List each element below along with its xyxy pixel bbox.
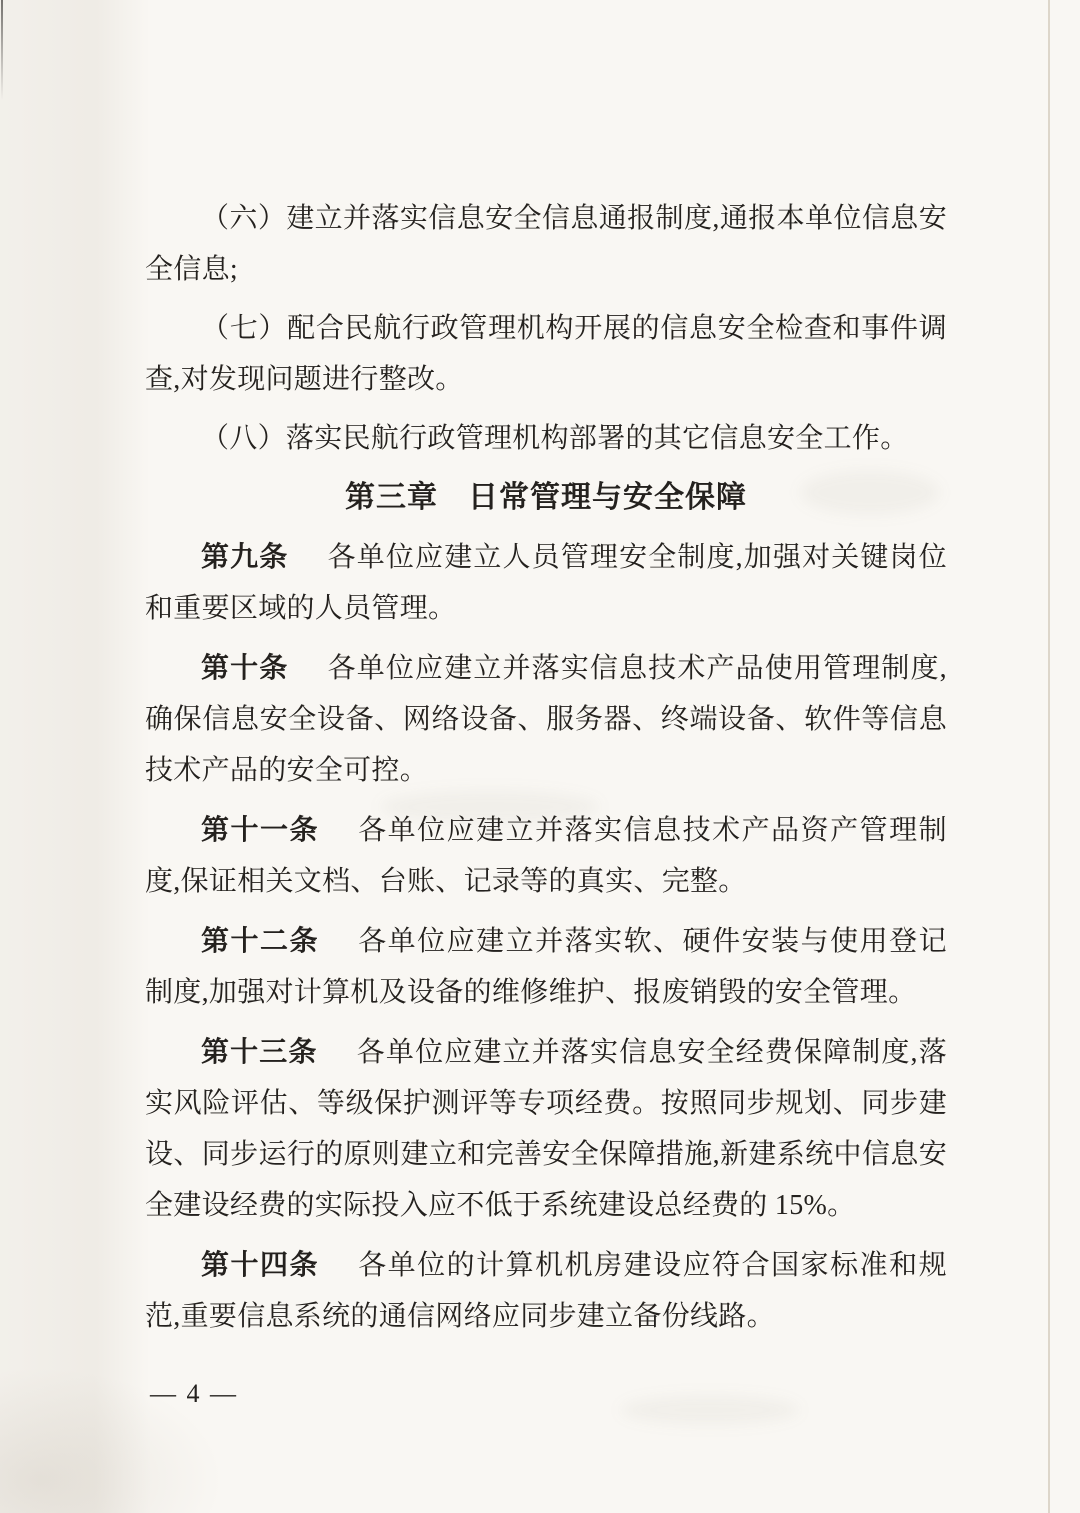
article-10-number: 第十条 xyxy=(201,652,289,683)
list-item-7: （七）配合民航行政管理机构开展的信息安全检查和事件调查,对发现问题进行整改。 xyxy=(145,313,947,395)
document-body xyxy=(145,193,947,1350)
article-9-number: 第九条 xyxy=(201,541,289,572)
article-10 xyxy=(145,642,947,796)
article-14-text: 各单位的计算机机房建设应符合国家标准和规范,重要信息系统的通信网络应同步建立备份线路。 xyxy=(145,1250,947,1332)
article-11-text: 各单位应建立并落实信息技术产品资产管理制度,保证相关文档、台账、记录等的真实、完整。 xyxy=(145,815,947,897)
article-12-text: 各单位应建立并落实软、硬件安装与使用登记制度,加强对计算机及设备的维修维护、报废销毁的安全管理。 xyxy=(145,926,947,1008)
article-13 xyxy=(145,1026,947,1231)
list-item-8: （八）落实民航行政管理机构部署的其它信息安全工作。 xyxy=(201,423,909,454)
article-9 xyxy=(145,531,947,634)
article-12 xyxy=(145,915,947,1018)
scan-edge-shadow xyxy=(1,0,3,100)
article-12-number: 第十二条 xyxy=(201,925,319,956)
article-11 xyxy=(145,804,947,907)
article-13-text: 各单位应建立并落实信息安全经费保障制度,落实风险评估、等级保护测评等专项经费。按照同步规划、同步建设、同步运行的原则建立和完善安全保障措施,新建系统中信息安全建设经费的实际投入应不低于系统建设总经费的 15%。 xyxy=(145,1037,947,1221)
list-item-6: （六）建立并落实信息安全信息通报制度,通报本单位信息安全信息; xyxy=(145,203,947,285)
article-9-text: 各单位应建立人员管理安全制度,加强对关键岗位和重要区域的人员管理。 xyxy=(145,542,947,624)
article-14 xyxy=(145,1239,947,1342)
bleedthrough-smudge xyxy=(620,1395,800,1425)
article-11-number: 第十一条 xyxy=(201,814,319,845)
article-13-number: 第十三条 xyxy=(201,1036,318,1067)
page-crease-line xyxy=(1048,0,1050,1513)
article-14-number: 第十四条 xyxy=(201,1249,319,1280)
chapter-title: 日常管理与安全保障 xyxy=(468,481,747,514)
page-number: — 4 — xyxy=(150,1379,238,1408)
article-10-text: 各单位应建立并落实信息技术产品使用管理制度,确保信息安全设备、网络设备、服务器、终端设备、软件等信息技术产品的安全可控。 xyxy=(145,653,947,786)
chapter-label: 第三章 xyxy=(345,481,438,514)
chapter-heading xyxy=(145,472,947,523)
